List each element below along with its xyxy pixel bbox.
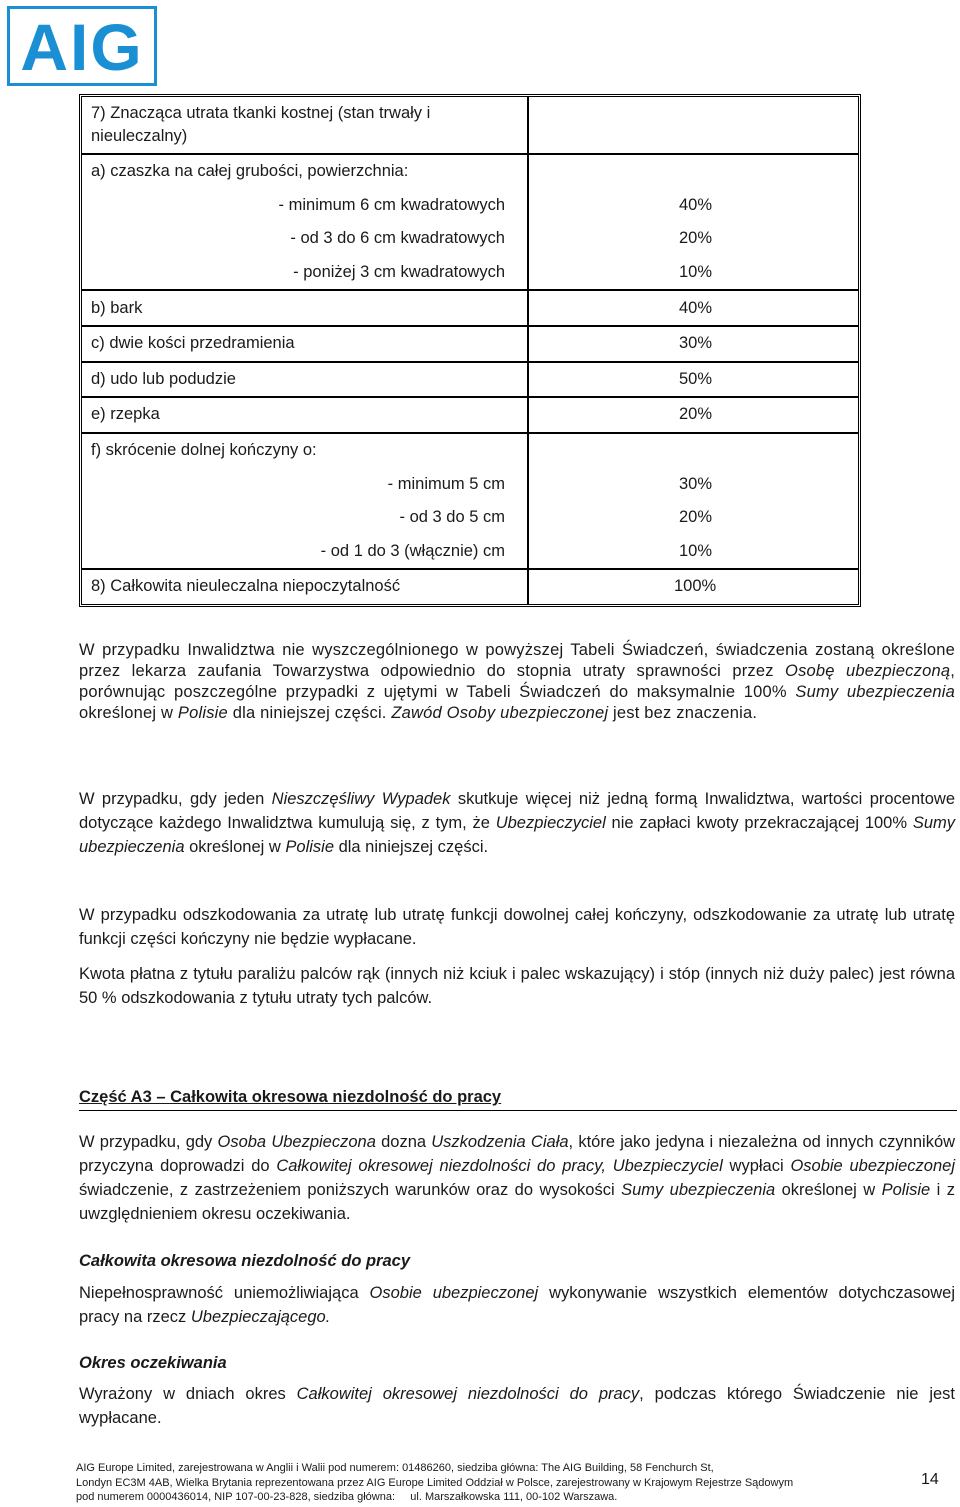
text-run: Polisie <box>177 704 228 722</box>
text-run: określonej w <box>775 1181 882 1199</box>
text-run: Ubezpieczyciel <box>495 814 606 832</box>
footer-line: AIG Europe Limited, zarejestrowana w Anglii i Walii pod numerem: 01486260, siedziba główna: The AIG Building, 58 Fenchurch St, <box>76 1462 714 1474</box>
table-value <box>529 432 858 468</box>
text-run: W przypadku Inwalidztwa nie wyszczególnionego w powyższej Tabeli Świadczeń, świadczenia zostaną określone przez lekarza zaufania Towarzystwa odpowiednio do stopnia utraty sprawności przez <box>79 641 955 680</box>
table-value: 20% <box>529 396 858 432</box>
text-run: Sumy ubezpieczenia <box>79 814 955 856</box>
text-run: Osobie ubezpieczonej <box>790 1157 956 1175</box>
table-value: 10% <box>679 263 713 282</box>
table-label: 8) Całkowita nieuleczalna niepoczytalność <box>82 568 529 604</box>
text-run: Ubezpieczającego. <box>190 1308 331 1326</box>
benefits-table <box>79 94 861 607</box>
text-run: Wyrażony w dniach okres <box>79 1385 297 1403</box>
paragraph-waiting-period-definition <box>79 1382 955 1430</box>
text-run: , które jako jedyna i niezależna od innych czynników przyczyna doprowadzi do <box>79 1133 956 1175</box>
table-row <box>82 535 858 569</box>
text-run: W przypadku, gdy jeden <box>79 790 272 808</box>
text-run: określonej w <box>79 704 178 722</box>
table-row <box>82 325 858 361</box>
table-row <box>82 97 858 153</box>
table-value: 100% <box>529 568 858 604</box>
table-label: - od 3 do 5 cm <box>82 501 529 535</box>
table-label: 7) Znacząca utrata tkanki kostnej (stan trwały i nieuleczalny) <box>82 97 529 153</box>
table-row <box>82 256 858 290</box>
text-run: wypłaci <box>722 1157 791 1175</box>
heading-text: Część A3 – Całkowita okresowa niezdolność do pracy <box>79 1088 502 1106</box>
section-heading-a3 <box>79 1088 957 1111</box>
table-value: 10% <box>679 541 713 560</box>
table-value: 30% <box>679 474 713 493</box>
table-value: 30% <box>529 325 858 361</box>
footer-line: Londyn EC3M 4AB, Wielka Brytania reprezentowana przez AIG Europe Limited Oddział w Polsce, zarejestrowany w Krajowym Rejestrze Sądowym <box>76 1476 794 1489</box>
company-footer <box>76 1461 921 1505</box>
table-label: c) dwie kości przedramienia <box>82 325 529 361</box>
page-number: 14 <box>921 1471 939 1488</box>
text-run: Nieszczęśliwy Wypadek <box>271 790 451 808</box>
table-value <box>529 97 858 153</box>
text-run: wykonywanie wszystkich elementów dotychczasowej pracy na rzecz <box>79 1284 956 1326</box>
text-run: jest bez znaczenia. <box>608 704 758 722</box>
text-run: Całkowitej okresowej niezdolności do pracy, Ubezpieczyciel <box>276 1157 723 1175</box>
text-run: Polisie <box>285 838 334 856</box>
table-row <box>82 222 858 256</box>
paragraph-total-disability-definition <box>79 1281 955 1329</box>
table-label: - minimum 5 cm <box>82 467 529 501</box>
text-run: W przypadku, gdy <box>79 1133 218 1151</box>
text-run: nie zapłaci kwoty przekraczającej 100% <box>605 814 913 832</box>
table-label: - od 1 do 3 (włącznie) cm <box>82 535 529 569</box>
text-run: dla niniejszej części. <box>227 704 392 722</box>
table-value: 20% <box>679 508 713 527</box>
text-run: Osobie ubezpieczonej <box>369 1284 539 1302</box>
table-label: a) czaszka na całej grubości, powierzchnia: <box>82 153 529 189</box>
table-row <box>82 396 858 432</box>
table-label: - od 3 do 6 cm kwadratowych <box>82 222 529 256</box>
aig-logo: AIG <box>7 6 157 86</box>
text-run: Całkowitej okresowej niezdolności do pracy <box>296 1385 640 1403</box>
text-run: dozna <box>375 1133 432 1151</box>
table-value: 20% <box>679 229 713 248</box>
text-run: Uszkodzenia Ciała <box>431 1133 569 1151</box>
table-value: 40% <box>529 289 858 325</box>
text-run: dla niniejszej części. <box>334 838 489 856</box>
table-label: e) rzepka <box>82 396 529 432</box>
table-value <box>529 153 858 189</box>
text-run: określonej w <box>184 838 286 856</box>
paragraph-limb-loss: W przypadku odszkodowania za utratę lub utratę funkcji dowolnej całej kończyny, odszkodowanie za utratę lub utratę funkcji części kończyny nie będzie wypłacane. <box>79 906 955 948</box>
paragraph-a3-intro <box>79 1130 955 1226</box>
table-row <box>82 568 858 604</box>
text-run: Osoba Ubezpieczona <box>217 1133 376 1151</box>
table-row <box>82 289 858 325</box>
table-label: d) udo lub podudzie <box>82 361 529 397</box>
text-run: świadczenie, z zastrzeżeniem poniższych warunków oraz do wysokości <box>79 1181 622 1199</box>
table-value: 50% <box>529 361 858 397</box>
text-run: Osobę ubezpieczoną <box>785 662 951 680</box>
paragraph-cumulative-disability <box>79 787 955 859</box>
text-run: Niepełnosprawność uniemożliwiająca <box>79 1284 370 1302</box>
text-run: Sumy ubezpieczenia <box>621 1181 776 1199</box>
definition-heading-waiting-period: Okres oczekiwania <box>79 1354 227 1372</box>
footer-line: pod numerem 0000436014, NIP 107-00-23-828, siedziba główna: ul. Marszałkowska 111, 00-102 Warszawa. <box>76 1491 618 1504</box>
table-row <box>82 501 858 535</box>
text-run: Sumy ubezpieczenia <box>795 683 956 701</box>
table-row <box>82 432 858 468</box>
table-label: - minimum 6 cm kwadratowych <box>82 189 529 223</box>
table-row <box>82 467 858 501</box>
table-row <box>82 189 858 223</box>
paragraph-unlisted-disability <box>79 640 955 724</box>
text-run: skutkuje więcej niż jedną formą Inwalidztwa, wartości procentowe dotyczące każdego Inwalidztwa kumulują się, z tym, że <box>79 790 955 832</box>
text-run: , podczas którego Świadczenie nie jest wypłacane. <box>79 1385 956 1427</box>
text-run: i z uwzględnieniem okresu oczekiwania. <box>79 1181 955 1223</box>
text-run: Zawód Osoby ubezpieczonej <box>391 704 609 722</box>
table-label: b) bark <box>82 289 529 325</box>
text-run: , porównując poszczególne przypadki z ujętymi w Tabeli Świadczeń do maksymalnie 100% <box>79 662 955 701</box>
text-run: Polisie <box>881 1181 931 1199</box>
definition-heading-total-disability: Całkowita okresowa niezdolność do pracy <box>79 1252 411 1270</box>
table-label: - poniżej 3 cm kwadratowych <box>82 256 529 290</box>
table-value: 40% <box>679 195 713 214</box>
table-row <box>82 153 858 189</box>
paragraph-finger-paralysis: Kwota płatna z tytułu paraliżu palców rąk (innych niż kciuk i palec wskazujący) i stóp (innych niż duży palec) jest równa 50 % odszkodowania z tytułu utraty tych palców. <box>79 965 955 1007</box>
table-label: f) skrócenie dolnej kończyny o: <box>82 432 529 468</box>
table-row <box>82 361 858 397</box>
